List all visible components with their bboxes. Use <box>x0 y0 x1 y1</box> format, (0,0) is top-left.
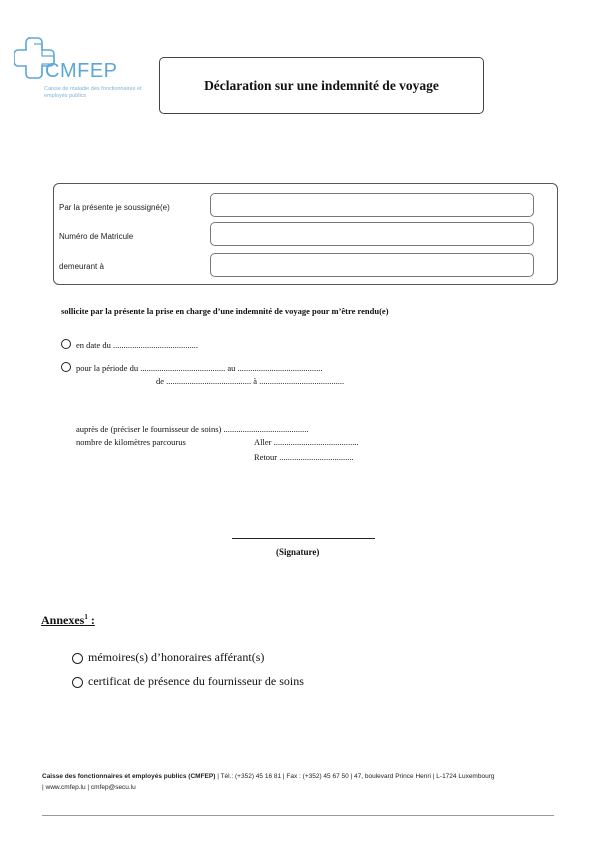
footer-contact: | Tél.: (+352) 45 16 81 | Fax : (+352) 45 67 50 | 47, boulevard Prince Henri | L-1724 Luxembourg <box>215 773 495 780</box>
logo-subtitle: Caisse de maladie des fonctionnaires et employés publics <box>44 86 142 99</box>
solicit-statement: sollicite par la présente la prise en charge d’une indemnité de voyage pour m’être rendu(e) <box>61 306 389 316</box>
annex-item-invoices: mémoires(s) d’honoraires afférant(s) <box>88 650 265 664</box>
annex-radio-invoices[interactable] <box>72 653 83 664</box>
annexes-title <box>41 613 95 628</box>
annex-radio-certificate[interactable] <box>72 677 83 688</box>
field-label-name: Par la présente je soussigné(e) <box>59 203 170 212</box>
annexes-title-text: Annexes <box>41 613 85 627</box>
annexes-footnote-marker: 1 <box>84 613 88 621</box>
page-title: Déclaration sur une indemnité de voyage <box>204 77 439 93</box>
matricule-field[interactable] <box>210 222 534 246</box>
footer <box>42 771 572 793</box>
annex-item-certificate: certificat de présence du fournisseur de soins <box>88 674 304 688</box>
period-line: pour la période du ........................................ au ........................................ <box>76 363 323 373</box>
date-line: en date du ........................................ <box>76 340 199 350</box>
field-label-matricule: Numéro de Matricule <box>59 232 134 241</box>
footer-links[interactable]: | www.cmfep.lu | cmfep@secu.lu <box>42 784 136 791</box>
field-label-address: demeurant à <box>59 262 104 271</box>
annexes-title-suffix: : <box>87 613 95 627</box>
de-line: de ........................................ à ........................................ <box>156 376 345 386</box>
period-radio[interactable] <box>61 362 71 372</box>
aller-line: Aller ........................................ <box>254 437 359 447</box>
title-box <box>159 57 484 114</box>
address-field[interactable] <box>210 253 534 277</box>
signature-line <box>232 538 375 539</box>
signature-label: (Signature) <box>276 547 320 557</box>
footer-org: Caisse des fonctionnaires et employés publics (CMFEP) <box>42 773 216 780</box>
logo-text: CMFEP <box>45 60 118 82</box>
name-field[interactable] <box>210 193 534 217</box>
retour-line: Retour ................................... <box>254 452 354 462</box>
footer-divider <box>42 815 554 816</box>
provider-line: auprès de (préciser le fournisseur de soins) ........................................ <box>76 424 309 434</box>
date-radio[interactable] <box>61 339 71 349</box>
km-label: nombre de kilomètres parcourus <box>76 437 186 447</box>
